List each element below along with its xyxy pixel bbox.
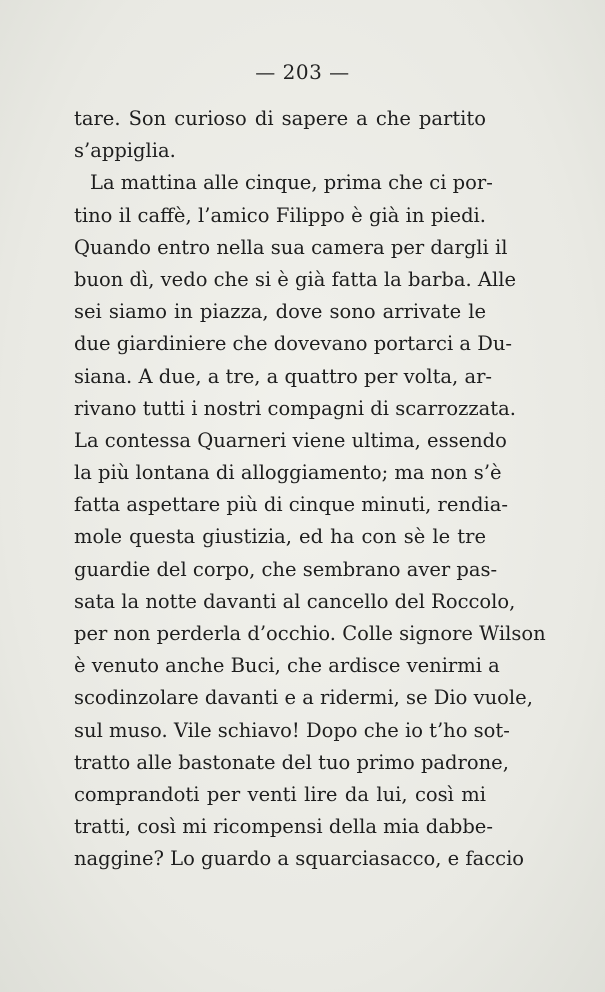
text-line: tratti, così mi ricompensi della mia dabbe- [74,815,493,839]
text-line: mole questa giustizia, ed ha con sè le tre [74,525,486,549]
text-line: sata la notte davanti al cancello del Roccolo, [74,589,516,613]
text-line: per non perderla d’occhio. Colle signore Wilson [74,622,546,645]
text-line: tratto alle bastonate del tuo primo padrone, [74,750,509,774]
text-line: sul muso. Vile schiavo! Dopo che io t’ho sot- [74,718,510,742]
text-line: tare. Son curioso di sapere a che partito [74,107,486,130]
text-line: la più lontana di alloggiamento; ma non s’è [74,461,502,485]
text-line: buon dì, vedo che si è già fatta la barba. Alle [74,267,517,291]
text-line: scodinzolare davanti e a ridermi, se Dio vuole, [74,686,533,710]
text-line: La mattina alle cinque, prima che ci por- [90,171,493,195]
text-line: naggine? Lo guardo a squarciasacco, e faccio [74,847,525,871]
text-line: siana. A due, a tre, a quattro per volta, ar- [74,364,492,388]
text-line: fatta aspettare più di cinque minuti, rendia- [74,493,508,517]
body-text [74,103,546,876]
text-line: rivano tutti i nostri compagni di scarrozzata. [74,396,516,420]
page-number: — 203 — [255,60,350,84]
text-line: comprandoti per venti lire da lui, così mi [74,782,486,806]
text-line: La contessa Quarneri viene ultima, essendo [74,428,507,452]
text-line: Quando entro nella sua camera per dargli il [74,235,508,259]
text-line: è venuto anche Buci, che ardisce venirmi a [74,654,500,678]
text-line: s’appiglia. [74,139,176,163]
text-line: tino il caffè, l’amico Filippo è già in piedi. [74,203,486,227]
text-line: guardie del corpo, che sembrano aver pas- [74,557,498,581]
text-line: sei siamo in piazza, dove sono arrivate le [74,300,486,324]
text-line: due giardiniere che dovevano portarci a Du- [74,332,512,356]
